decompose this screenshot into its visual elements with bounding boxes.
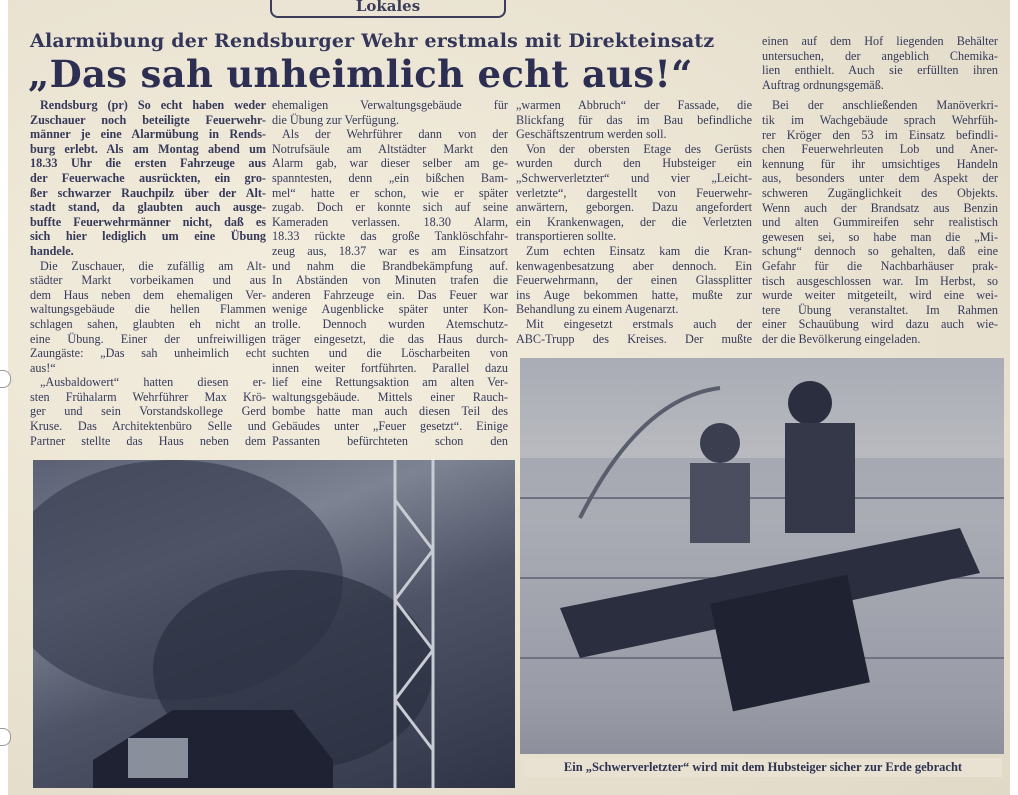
section-tab: Lokales (270, 0, 506, 18)
text-line: sten Frühalarm Wehrführer Max Krö- (30, 389, 266, 404)
text-line: Passanten befürchteten schon den (272, 433, 508, 448)
text-line: tisch ausgeschlossen war. Im Herbst, so (762, 273, 998, 288)
text-line: Kruse. Das Architektenbüro Selle und (30, 419, 266, 434)
photo-caption: Ein „Schwerverletzter“ wird mit dem Hubsteiger sicher zur Erde gebracht (524, 758, 1002, 777)
photo-smoke-over-building (33, 460, 515, 788)
text-line: der die Bevölkerung eingeladen. (762, 331, 921, 346)
text-line: Geschäftszentrum werden soll. (516, 127, 667, 142)
paragraph (272, 127, 508, 448)
text-line: waltungsgebäude. Mittels einer Rauch- (272, 389, 508, 404)
text-line: einer Schauübung wird dazu auch wie- (762, 317, 998, 332)
text-line: träger eingesetzt, die das Haus durch- (272, 331, 508, 346)
paragraph (30, 259, 266, 376)
text-line: mel“ hatte er schon, wie er später (272, 185, 508, 200)
text-line: und alten Gummireifen sehr realistisch (762, 215, 998, 230)
text-line: tik im Wachgebäude sprach Wehrfüh- (762, 112, 998, 127)
text-line: zugab. Doch er konnte sich auf seine (272, 200, 508, 215)
text-line: Zuschauer noch beteiligte Feuerwehr- (30, 112, 266, 127)
text-line: Zaungäste: „Das sah unheimlich echt (30, 346, 266, 361)
text-line: Wenn auch der Brandsatz aus Benzin (762, 200, 998, 215)
text-line: wenige Augenblicke später unter Kon- (272, 302, 508, 317)
text-line: schlagen sahen, glaubten eh nicht an (30, 316, 266, 331)
text-line: 18.33 rückte das große Tanklöschfahr- (272, 229, 508, 244)
text-line: Rendsburg (pr) So echt haben weder (40, 98, 266, 112)
text-line: Auftrag ordnungsgemäß. (762, 77, 884, 92)
paragraph (30, 98, 266, 259)
paragraph (272, 98, 508, 127)
text-line: Zum echten Einsatz kam die Kran- (526, 243, 752, 258)
text-line: ABC-Trupp des Kreises. Der mußte (516, 331, 752, 346)
text-line: chen Feuerwehrleuten Lob und Aner- (762, 142, 998, 157)
paragraph (762, 98, 998, 346)
text-line: Bei der anschließenden Manöverkri- (772, 98, 998, 113)
text-line: „Schwerverletzter“ und vier „Leicht- (516, 170, 752, 185)
text-line: stadt stand, da glaubten auch ausge- (30, 200, 266, 215)
article-headline: „Das sah unheimlich echt aus!“ (28, 52, 693, 96)
text-line: anwärtern, geborgen. Dazu angefordert (516, 200, 752, 215)
text-line: verletzte“, dargestellt von Feuerwehr- (516, 185, 752, 200)
paragraph (516, 244, 752, 317)
article-column-4 (762, 34, 998, 346)
text-line: Von der obersten Etage des Gerüsts (526, 141, 752, 156)
text-line: Gebäudes unter „Feuer gesetzt“. Einige (272, 419, 508, 434)
text-line: untersuchen, der angeblich Chemika- (762, 48, 998, 63)
article-column-1 (30, 98, 266, 448)
text-line: ßer schwarzer Rauchpilz über der Alt- (30, 185, 266, 200)
text-line: die Übung zur Verfügung. (272, 112, 400, 127)
text-line: Als der Wehrführer dann von der (282, 127, 508, 142)
text-line: „warmen Abbruch“ der Fassade, die (516, 98, 752, 112)
text-line: dem Haus neben dem ehemaligen Ver- (30, 287, 266, 302)
photo-aerial-platform-rescue (520, 358, 1004, 754)
text-line: suchten und die Löscharbeiten von (272, 346, 508, 361)
text-line: Gefahr für die Nachbarhäuser prak- (762, 258, 998, 273)
text-line: 18.33 Uhr die ersten Fahrzeuge aus (30, 156, 266, 171)
text-line: kenwagenbesatzung aber dennoch. Ein (516, 258, 752, 273)
text-line: Alarm gab, war dieser selber am ge- (272, 156, 508, 171)
rescue-scene-illustration (520, 358, 1004, 754)
paragraph (516, 142, 752, 244)
text-line: ehemaligen Verwaltungsgebäude für (272, 98, 508, 112)
text-line: wurden durch den Hubsteiger ein (516, 156, 752, 171)
text-line: Notrufsäule am Altstädter Markt den (272, 141, 508, 156)
text-line: lief eine Rettungsaktion am alten Ver- (272, 375, 508, 390)
text-line: und nahm die Brandbekämpfung auf. (272, 258, 508, 273)
text-line: sich hier lediglich um eine Übung (30, 229, 266, 244)
text-line: Blickfang für das im Bau befindliche (516, 112, 752, 127)
text-line: schung“ dennoch so gehalten, daß eine (762, 244, 998, 259)
text-line: eine Übung. Einer der unfreiwilligen (30, 331, 266, 346)
text-line: anderen Fahrzeuge ein. Das Feuer war (272, 287, 508, 302)
article-column-2 (272, 98, 508, 448)
text-line: trolle. Dennoch wurden Atemschutz- (272, 316, 508, 331)
text-line: innen weiter fortführten. Parallel dazu (272, 360, 508, 375)
text-line: Behandlung zu einem Augenarzt. (516, 302, 679, 317)
text-line: bombe hatte man auch diesen Teil des (272, 404, 508, 419)
text-line: Partner stellte das Haus neben dem (30, 433, 266, 448)
text-line: städter Markt vorbeikamen und aus (30, 273, 266, 288)
paragraph (30, 375, 266, 448)
text-line: männer je eine Alarmübung in Rends- (30, 127, 266, 142)
text-line: zeug aus, 18.37 war es am Einsatzort (272, 243, 508, 258)
text-line: Kameraden verlassen. 18.30 Alarm, (272, 214, 508, 229)
text-line: In Abständen von Minuten trafen die (272, 273, 508, 288)
text-line: wurde weiter mitgeteilt, wird eine wei- (762, 288, 998, 303)
text-line: spanntesten, denn „ein bißchen Bam- (272, 170, 508, 185)
text-line: ins Auge bekommen hatte, mußte zur (516, 287, 752, 302)
text-line: aus, besonders unter dem Aspekt der (762, 171, 998, 186)
text-line: lien enthielt. Auch sie erfüllten ihren (762, 63, 998, 78)
text-line: rer Kröger den 53 im Einsatz befindli- (762, 127, 998, 142)
text-line: handele. (30, 243, 74, 258)
article-column-3 (516, 98, 752, 346)
text-line: aus!“ (30, 360, 56, 375)
text-line: tere Übung veranstaltet. Im Rahmen (762, 302, 998, 317)
paragraph (516, 317, 752, 346)
text-line: der Feuerwache ausrückten, ein gro- (30, 170, 266, 185)
paragraph (516, 98, 752, 142)
smoke-scene-illustration (33, 460, 515, 788)
text-line: ein Krankenwagen, der die Verletzten (516, 214, 752, 229)
text-line: Feuerwehrmann, der einen Glassplitter (516, 273, 752, 288)
text-line: buffte Feuerwehrmänner nicht, daß es (30, 214, 266, 229)
text-line: einen auf dem Hof liegenden Behälter (762, 34, 998, 48)
text-line: gewesen sei, so habe man die „Mi- (762, 229, 998, 244)
text-line: Mit eingesetzt erstmals auch der (526, 316, 752, 331)
text-line: transportieren sollte. (516, 229, 617, 244)
text-line: kennung für ihr umsichtiges Handeln (762, 156, 998, 171)
text-line: ger und sein Vorstandskollege Gerd (30, 404, 266, 419)
paragraph (762, 34, 998, 92)
article-kicker: Alarmübung der Rendsburger Wehr erstmals mit Direkteinsatz (30, 30, 715, 52)
text-line: burg erlebt. Als am Montag abend um (30, 141, 266, 156)
text-line: Die Zuschauer, die zufällig am Alt- (40, 258, 266, 273)
text-line: schweren Zugänglichkeit des Objekts. (762, 185, 998, 200)
text-line: „Ausbaldowert“ hatten diesen er- (40, 375, 266, 390)
text-line: waltungsgebäude die hellen Flammen (30, 302, 266, 317)
